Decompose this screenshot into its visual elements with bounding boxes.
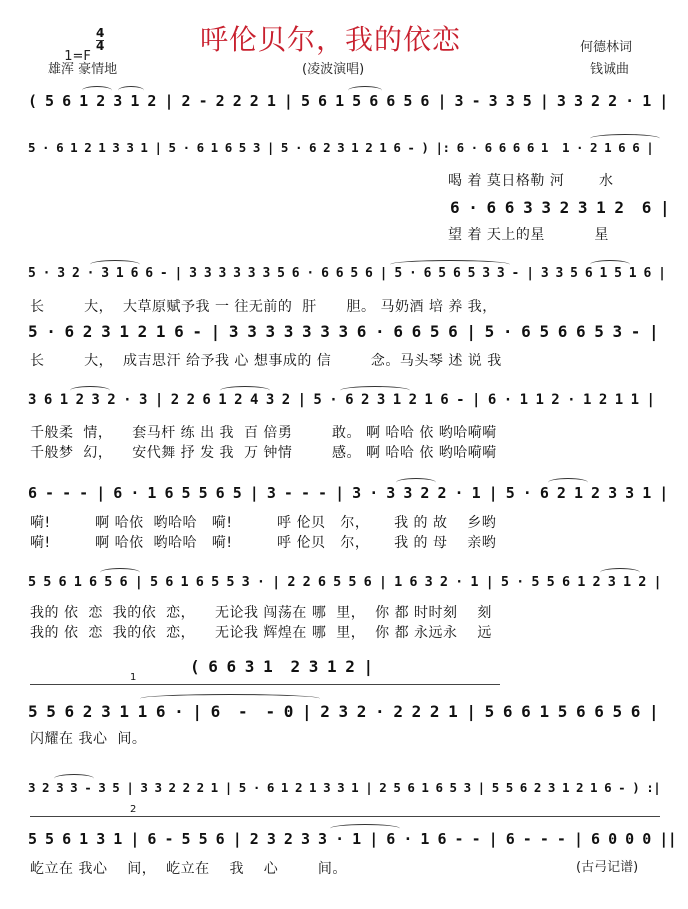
tie-mark — [90, 260, 140, 269]
volta-bracket-2 — [30, 816, 660, 817]
performance-style: 雄浑 豪情地 — [48, 62, 118, 77]
notation-line: 3 6 1 2 3 2 · 3 | 2 2 6 1 2 4 3 2 | 5 · 6 2 3 1 2 1 6 - | 6 · 1 1 2 · 1 2 1 1 | — [28, 392, 655, 408]
key-signature: 1=F — [64, 49, 91, 64]
lyric-line: 长 大， 成吉思汗 给予我 心 想事成的 信 念。马头琴 述 说 我 — [30, 353, 502, 369]
notation-line: 3 2 3 3 - 3 5 | 3 3 2 2 2 1 | 5 · 6 1 2 1 3 3 1 | 2 5 6 1 6 5 3 | 5 5 6 2 3 1 2 1 6 - ) :| — [28, 780, 661, 795]
lyric-line: 千般梦 幻， 安代舞 抒 发 我 万 钟情 感。 啊 哈哈 依 哟哈嗬嗬 — [30, 445, 497, 461]
lyric-line: 我的 依 恋 我的依 恋， 无论我 辉煌在 哪 里， 你 都 永远永 远 — [30, 625, 492, 641]
tie-mark — [348, 86, 382, 95]
notation-line: 6 · 6 6 3 3 2 3 1 2 6 | — [450, 198, 670, 217]
volta-label-2: 2 — [130, 804, 137, 815]
lyricist: 何德林词 — [580, 40, 633, 55]
notation-line: ( 5 6 1 2 3 1 2 | 2 - 2 2 2 1 | 5 6 1 5 6 6 5 6 | 3 - 3 3 5 | 3 3 2 2 · 1 | — [28, 92, 668, 110]
tie-mark — [330, 824, 400, 833]
lyric-line: 嗬! 啊 哈依 哟哈哈 嗬! 呼 伦贝 尔， 我 的 故 乡哟 — [30, 515, 497, 531]
tie-mark — [390, 260, 510, 269]
notation-line: 5 · 6 1 2 1 3 3 1 | 5 · 6 1 6 5 3 | 5 · 6 2 3 1 2 1 6 - ) |: 6 · 6 6 6 6 1 1 · 2 1 6 6 | — [28, 140, 654, 155]
lyric-line: 千般柔 情， 套马杆 练 出 我 百 倍勇 敢。 啊 哈哈 依 哟哈嗬嗬 — [30, 425, 497, 441]
lyric-line: 屹立在 我心 间， 屹立在 我 心 间。 — [30, 861, 347, 877]
notation-line: 6 - - - | 6 · 1 6 5 5 6 5 | 3 - - - | 3 · 3 3 2 2 · 1 | 5 · 6 2 1 2 3 3 1 | — [28, 484, 668, 502]
notation-line: 5 5 6 1 3 1 | 6 - 5 5 6 | 2 3 2 3 3 · 1 | 6 · 1 6 - - | 6 - - - | 6 0 0 0 || — [28, 830, 677, 848]
tie-mark — [220, 386, 270, 395]
notation-line: 5 · 3 2 · 3 1 6 6 - | 3 3 3 3 3 3 5 6 · 6 6 5 6 | 5 · 6 5 6 5 3 3 - | 3 3 5 6 1 5 1 6 | — [28, 266, 666, 281]
notation-line: 5 5 6 2 3 1 1 6 · | 6 - - 0 | 2 3 2 · 2 2 2 1 | 5 6 6 1 5 6 6 5 6 | — [28, 702, 659, 721]
tie-mark — [70, 386, 110, 395]
tie-mark — [118, 86, 144, 95]
lyric-line: 闪耀在 我心 间。 — [30, 731, 147, 747]
tie-mark — [600, 568, 640, 577]
time-signature: 4 4 — [96, 26, 105, 53]
tie-mark — [548, 478, 588, 487]
lyric-line: 嗬! 啊 哈依 哟哈哈 嗬! 呼 伦贝 尔， 我 的 母 亲哟 — [30, 535, 497, 551]
tie-mark — [140, 694, 320, 703]
song-title: 呼伦贝尔，我的依恋 — [200, 23, 462, 56]
lyric-line: 喝 着 莫日格勒 河 水 — [448, 173, 614, 189]
composer: 钱诚曲 — [590, 62, 630, 77]
tie-mark — [54, 774, 94, 783]
tie-mark — [340, 386, 410, 395]
tie-mark — [396, 478, 436, 487]
tie-mark — [590, 134, 660, 143]
lyric-line: 望 着 天上的星 星 — [448, 227, 609, 243]
tie-mark — [590, 260, 630, 269]
notation-line: 5 · 6 2 3 1 2 1 6 - | 3 3 3 3 3 3 3 6 · 6 6 5 6 | 5 · 6 5 6 6 5 3 - | — [28, 322, 659, 341]
performer: (凌波演唱) — [302, 62, 365, 77]
lyric-line: 我的 依 恋 我的依 恋， 无论我 闯荡在 哪 里， 你 都 时时刻 刻 — [30, 605, 492, 621]
notation-line: 5 5 6 1 6 5 6 | 5 6 1 6 5 5 3 · | 2 2 6 5 5 6 | 1 6 3 2 · 1 | 5 · 5 5 6 1 2 3 1 2 | — [28, 574, 662, 590]
volta-bracket-1 — [30, 684, 500, 685]
lyric-line: 长 大， 大草原赋予我 一 往无前的 肝 胆。 马奶酒 培 养 我， — [30, 299, 497, 315]
tie-mark — [100, 568, 140, 577]
tie-mark — [82, 86, 112, 95]
transcriber-credit: (古弓记谱) — [576, 860, 639, 875]
volta-label-1: 1 — [130, 672, 137, 683]
notation-line: ( 6 6 3 1 2 3 1 2 | — [190, 657, 373, 676]
